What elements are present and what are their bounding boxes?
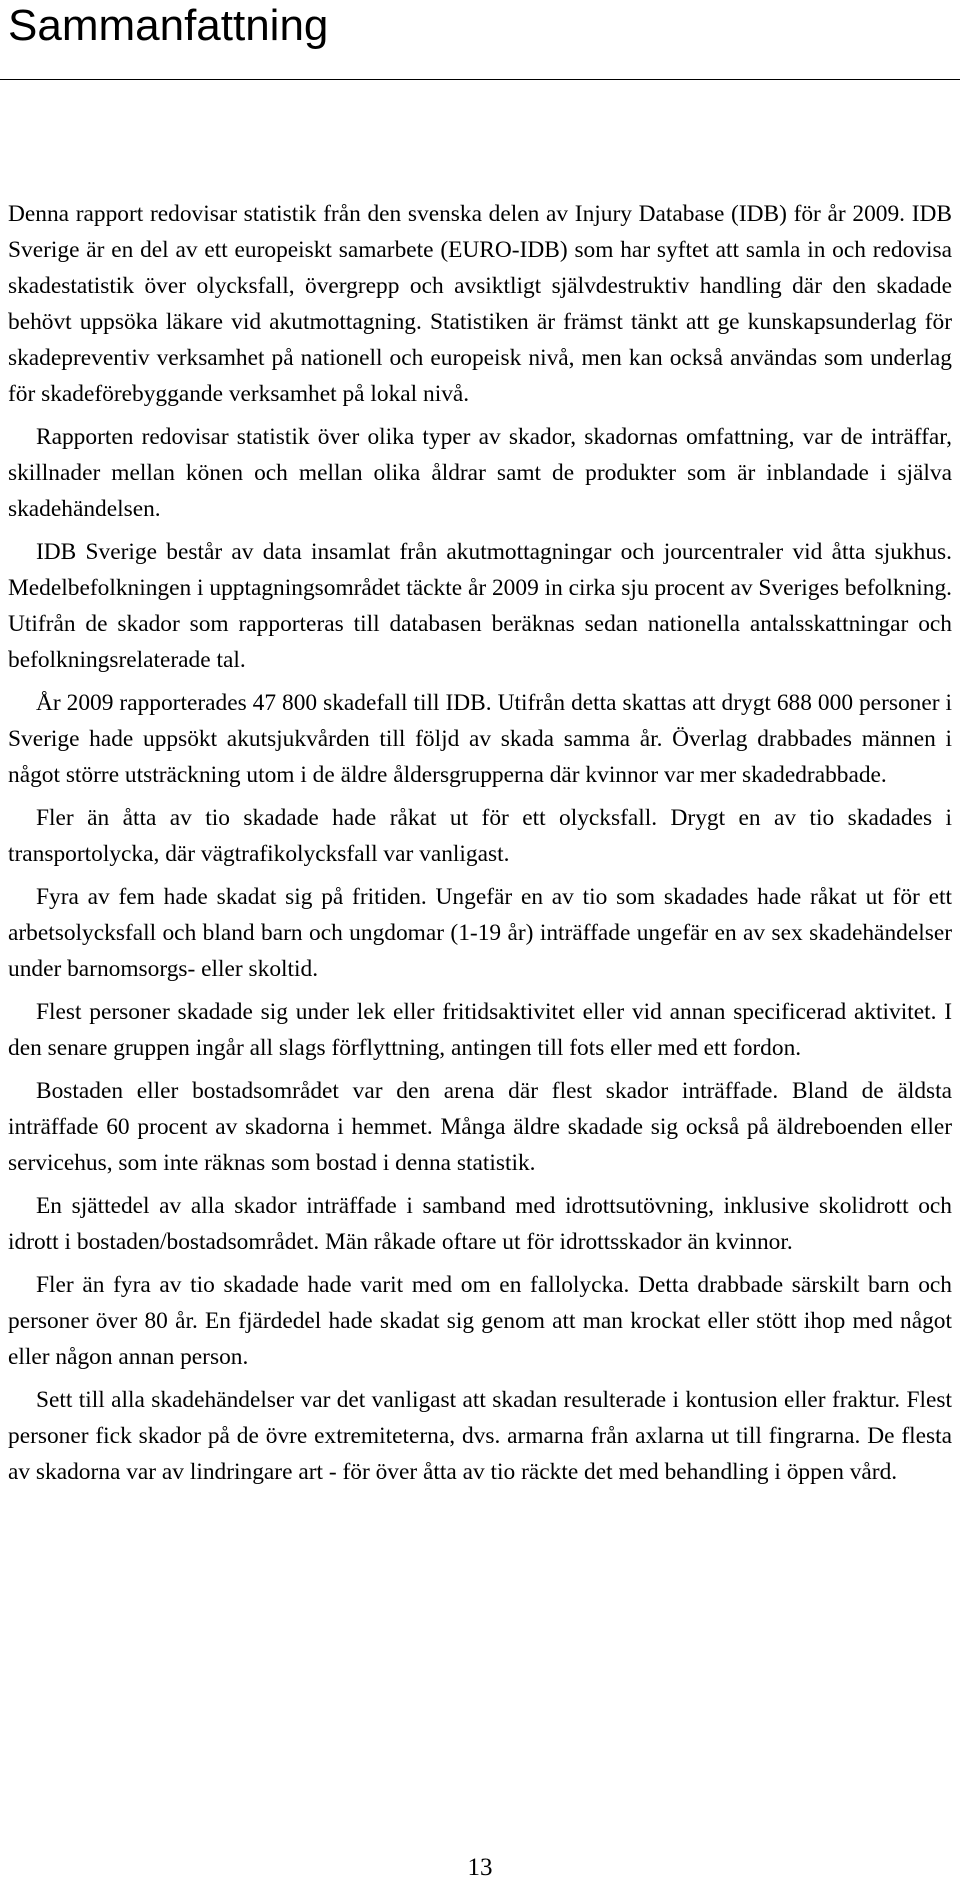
summary-body [8, 196, 952, 1497]
paragraph-activities: Flest personer skadade sig under lek eller fritidsaktivitet eller vid annan specificerad aktivitet. I den senare gruppen ingår all slags förflyttning, antingen till fots eller med ett fordon. [8, 999, 952, 1061]
page-heading: Sammanfattning [8, 1, 329, 50]
paragraph-falls: Fler än fyra av tio skadade hade varit med om en fallolycka. Detta drabbade särskilt barn och personer över 80 år. En fjärdedel hade skadat sig genom att man krockat eller stött ihop med något eller någon annan person. [8, 1272, 952, 1370]
page-number: 13 [467, 1854, 493, 1881]
paragraph-report-scope: Rapporten redovisar statistik över olika typer av skador, skadornas omfattning, var de inträffar, skillnader mellan könen och mellan olika åldrar samt de produkter som är inblandade i själva skadehändelsen. [8, 424, 952, 522]
heading-divider [0, 79, 960, 80]
paragraph-2009-figures: År 2009 rapporterades 47 800 skadefall till IDB. Utifrån detta skattas att drygt 688 000 personer i Sverige hade uppsökt akutsjukvården till följd av skada samma år. Överlag drabbades männen i något större utsträckning utom i de äldre åldersgrupperna där kvinnor var mer skadedrabbade. [8, 690, 952, 788]
paragraph-injury-types: Sett till alla skadehändelser var det vanligast att skadan resulterade i kontusion eller fraktur. Flest personer fick skador på de övre extremiteterna, dvs. armarna från axlarna ut till fingrarna. De flesta av skadorna var av lindringare art - för över åtta av tio räckte det med behandling i öppen vård. [8, 1387, 952, 1485]
paragraph-accidents: Fler än åtta av tio skadade hade råkat ut för ett olycksfall. Drygt en av tio skadades i transportolycka, där vägtrafikolycksfall var vanligast. [8, 805, 952, 867]
paragraph-sports: En sjättedel av alla skador inträffade i samband med idrottsutövning, inklusive skolidrott och idrott i bostaden/bostadsområdet. Män råkade oftare ut för idrottsskador än kvinnor. [8, 1193, 952, 1255]
paragraph-data-sources: IDB Sverige består av data insamlat från akutmottagningar och jourcentraler vid åtta sjukhus. Medelbefolkningen i upptagningsområdet täckte år 2009 in cirka sju procent av Sveriges befolkning. Utifrån de skador som rapporteras till databasen beräknas sedan nationella antalsskattningar och befolkningsrelaterade tal. [8, 539, 952, 673]
paragraph-intro: Denna rapport redovisar statistik från den svenska delen av Injury Database (IDB) för år 2009. IDB Sverige är en del av ett europeiskt samarbete (EURO-IDB) som har syftet att samla in och redovisa skadestatistik över olycksfall, övergrepp och avsiktligt självdestruktiv handling där den skadade behövt uppsöka läkare vid akutmottagning. Statistiken är främst tänkt att ge kunskapsunderlag för skadepreventiv verksamhet på nationell och europeisk nivå, men kan också användas som underlag för skadeförebyggande verksamhet på lokal nivå. [8, 201, 952, 407]
paragraph-leisure: Fyra av fem hade skadat sig på fritiden. Ungefär en av tio som skadades hade råkat ut för ett arbetsolycksfall och bland barn och ungdomar (1-19 år) inträffade ungefär en av sex skadehändelser under barnomsorgs- eller skoltid. [8, 884, 952, 982]
paragraph-home: Bostaden eller bostadsområdet var den arena där flest skador inträffade. Bland de äldsta inträffade 60 procent av skadorna i hemmet. Många äldre skadade sig också på äldreboenden eller servicehus, som inte räknas som bostad i denna statistik. [8, 1078, 952, 1176]
